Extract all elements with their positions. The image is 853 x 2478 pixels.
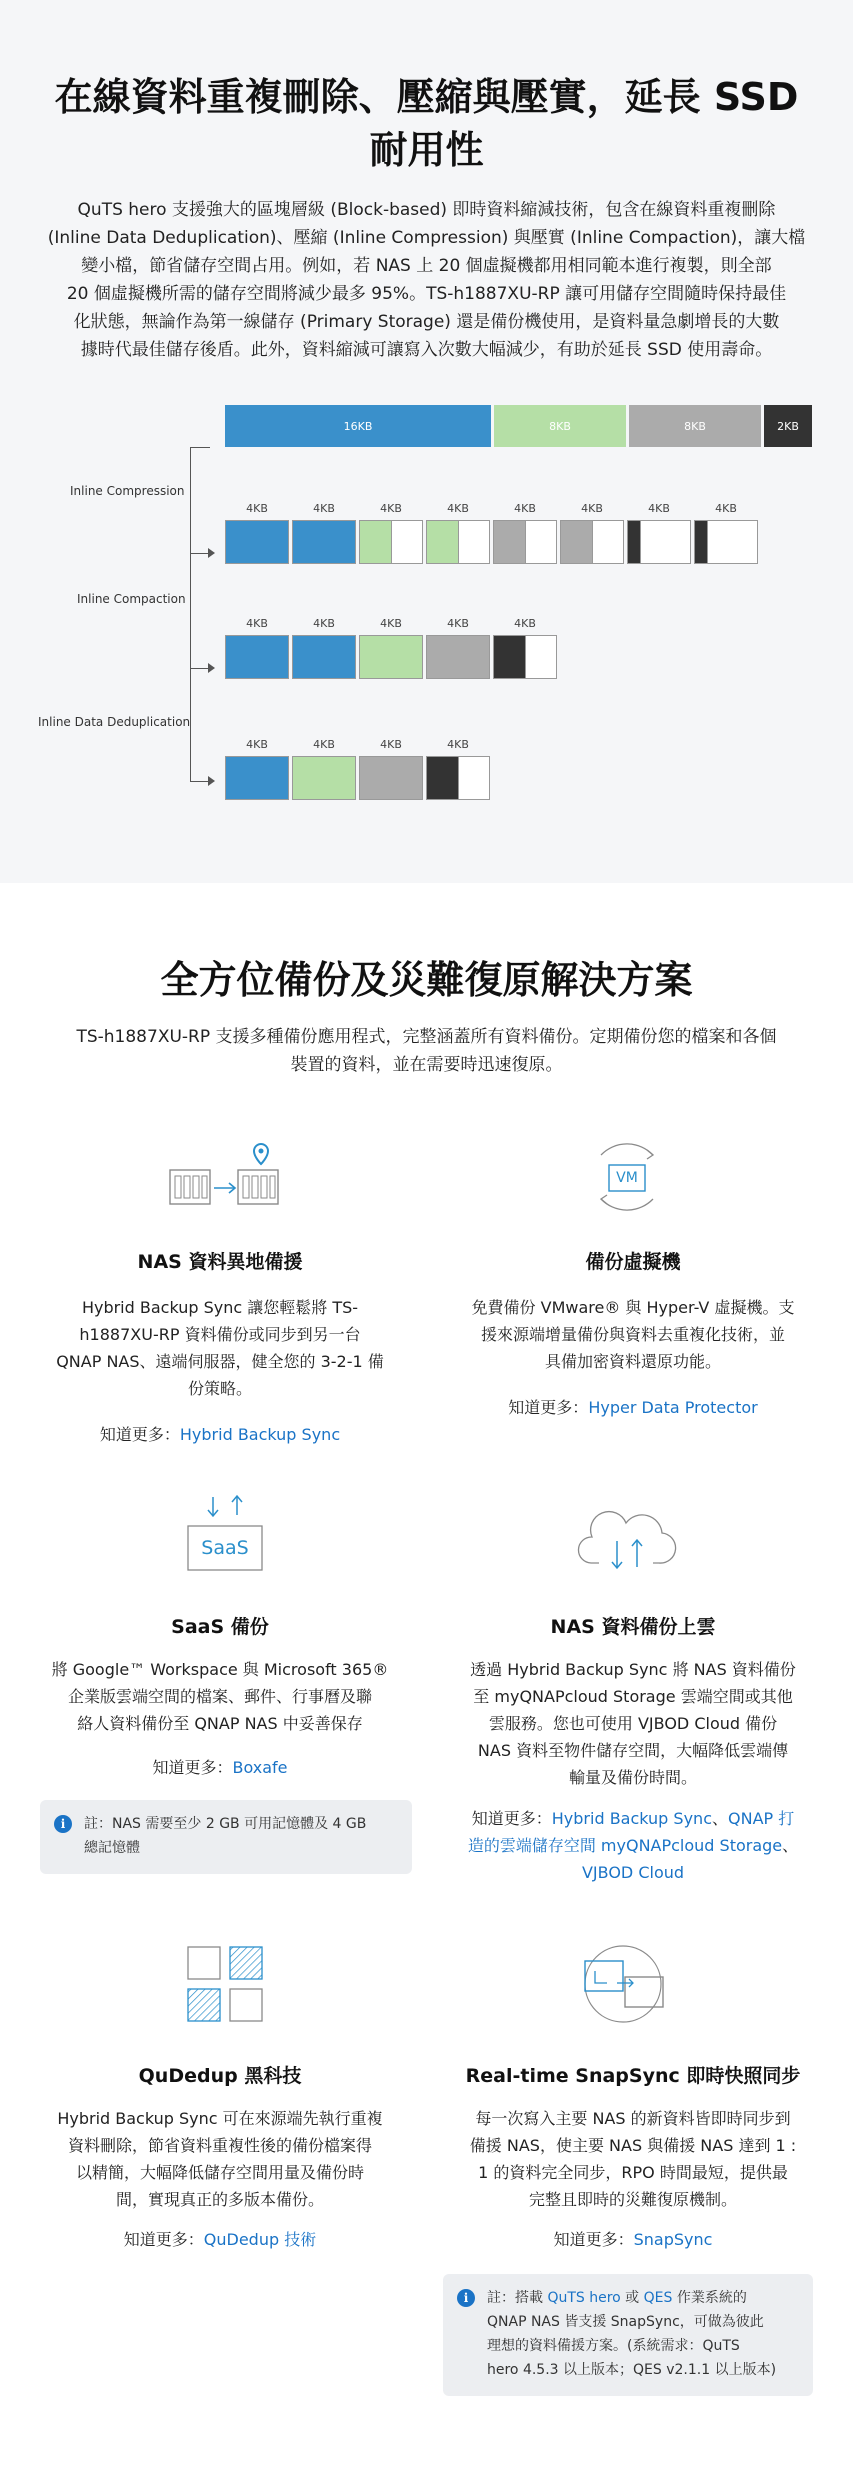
data-reduction-section [0, 0, 853, 883]
stage-label-compaction: Inline Compaction [77, 592, 186, 606]
data-block [560, 520, 624, 564]
backup-intro [30, 1023, 823, 1079]
paragraph-line: 變小檔，節省儲存空間占用。例如，若 NAS 上 20 個虛擬機都用相同範本進行複製，則全部 [81, 256, 772, 276]
stage-label-compression: Inline Compression [70, 484, 185, 498]
backup-section-title: 全方位備份及災難復原解決方案 [160, 958, 693, 1002]
saas-backup-icon [185, 1493, 265, 1587]
note-line: hero 4.5.3 以上版本；QES v2.1.1 以上版本) [487, 2362, 777, 2378]
cloud-backup-icon [577, 1485, 677, 1589]
separator: 、 [782, 1836, 799, 1855]
learn-more-remote [30, 1421, 410, 1448]
block-segment [525, 521, 556, 563]
block-size-label: 4KB [380, 738, 402, 751]
note-text: 作業系統的 [672, 2290, 747, 2306]
learn-more-label: 知道更多： [152, 1758, 233, 1777]
arrow-right-icon [208, 776, 215, 786]
block-segment [640, 521, 690, 563]
block-segment [360, 757, 422, 799]
card-text-line: 每一次寫入主要 NAS 的新資料皆即時同步到 [475, 2109, 791, 2128]
block-size-label: 4KB [514, 617, 536, 630]
data-block [359, 756, 423, 800]
block-segment [226, 757, 288, 799]
data-block [225, 520, 289, 564]
link-snapsync[interactable]: SnapSync [633, 2230, 713, 2249]
link-hybrid-backup-sync[interactable]: Hybrid Backup Sync [551, 1809, 712, 1828]
arrow-right-icon [208, 548, 215, 558]
note-line: QNAP NAS 皆支援 SnapSync，可做為彼此 [487, 2314, 764, 2330]
block-segment [458, 521, 489, 563]
data-block [292, 756, 356, 800]
link-vjbod-cloud[interactable]: VJBOD Cloud [581, 1863, 685, 1882]
backup-section [0, 883, 853, 2478]
card-title-snapsync: Real-time SnapSync 即時快照同步 [465, 2065, 801, 2087]
block-segment [293, 636, 355, 678]
link-quts-hero[interactable]: QuTS hero [547, 2290, 621, 2306]
block-size-label: 4KB [246, 617, 268, 630]
paragraph-line: QuTS hero 支援強大的區塊層級 (Block-based) 即時資料縮減技術，包含在線資料重複刪除 [77, 200, 776, 220]
card-title-saas-backup: SaaS 備份 [171, 1616, 269, 1638]
block-segment [494, 521, 525, 563]
block-size-label: 4KB [447, 617, 469, 630]
link-myqnapcloud-storage[interactable]: 造的雲端儲存空間 myQNAPcloud Storage [467, 1836, 783, 1855]
note-text: 註：搭載 [487, 2290, 548, 2306]
paragraph-line: 20 個虛擬機所需的儲存空間將減少最多 95%。TS-h1887XU-RP 讓可用儲存空間隨時保持最佳 [66, 284, 787, 304]
block-size-label: 4KB [313, 617, 335, 630]
block-size-label: 4KB [648, 502, 670, 515]
card-title-vm-backup: 備份虛擬機 [585, 1251, 681, 1273]
link-myqnapcloud-storage[interactable]: QNAP 打 [728, 1809, 795, 1828]
block-segment [226, 636, 288, 678]
card-text-snapsync [443, 2105, 823, 2213]
data-block [359, 635, 423, 679]
card-text-line: 雲服務。您也可使用 VJBOD Cloud 備份 [488, 1714, 778, 1733]
card-text-line: 備援 NAS，使主要 NAS 與備援 NAS 達到 1 : [469, 2136, 797, 2155]
card-text-cloud-backup [443, 1656, 823, 1791]
learn-more-label: 知道更多： [99, 1425, 180, 1444]
arrow-right-icon [208, 663, 215, 673]
block-size-label: 4KB [447, 502, 469, 515]
card-text-line: 以精簡，大幅降低儲存空間用量及備份時 [75, 2163, 364, 2182]
block-segment [427, 757, 458, 799]
card-text-line: 絡人資料備份至 QNAP NAS 中妥善保存 [77, 1714, 363, 1733]
paragraph-line: 據時代最佳儲存後盾。此外，資料縮減可讓寫入次數大幅減少，有助於延長 SSD 使用壽命。 [80, 340, 773, 360]
learn-more-saas [30, 1754, 410, 1781]
paragraph-line: (Inline Data Deduplication)、壓縮 (Inline Compression) 與壓實 (Inline Compaction)，讓大檔 [47, 228, 806, 248]
card-text-vm-backup [443, 1294, 823, 1375]
card-text-line: QNAP NAS、遠端伺服器，健全您的 3-2-1 備 [56, 1352, 384, 1371]
diagram-connector [190, 668, 210, 669]
card-title-remote-backup: NAS 資料異地備援 [137, 1251, 303, 1273]
data-block [426, 756, 490, 800]
vm-backup-icon [583, 1133, 671, 1225]
separator: 、 [711, 1809, 728, 1828]
block-size-label: 4KB [313, 738, 335, 751]
saas-note [40, 1800, 412, 1874]
top-block-8kb-b: 8KB [629, 405, 761, 447]
card-text-line: Hybrid Backup Sync 可在來源端先執行重複 [57, 2109, 383, 2128]
block-size-label: 4KB [246, 738, 268, 751]
section-paragraph [30, 196, 823, 364]
diagram-connector [190, 781, 210, 782]
block-size-label: 4KB [380, 617, 402, 630]
saas-icon-label: SaaS [201, 1537, 249, 1559]
top-block-8kb-a: 8KB [494, 405, 626, 447]
data-block [359, 520, 423, 564]
data-block [225, 635, 289, 679]
learn-more-qudedup [30, 2226, 410, 2253]
data-block [493, 635, 557, 679]
note-line: 註：NAS 需要至少 2 GB 可用記憶體及 4 GB [84, 1816, 367, 1832]
learn-more-label: 知道更多： [123, 2230, 204, 2249]
learn-more-snapsync [443, 2226, 823, 2253]
card-text-line: 將 Google™ Workspace 與 Microsoft 365® [51, 1660, 389, 1679]
card-text-saas-backup [30, 1656, 410, 1737]
block-segment [592, 521, 623, 563]
snapsync-note [443, 2274, 813, 2396]
block-segment [226, 521, 288, 563]
block-segment [360, 636, 422, 678]
intro-line: 裝置的資料，並在需要時迅速復原。 [290, 1055, 563, 1075]
section-title-line2: 耐用性 [369, 128, 484, 172]
section-title-line1: 在線資料重複刪除、壓縮與壓實，延長 SSD [54, 75, 799, 119]
card-text-line: 援來源端增量備份與資料去重複化技術，並 [480, 1325, 785, 1344]
snapsync-icon [573, 1941, 673, 2031]
data-block [426, 635, 490, 679]
link-qudedup[interactable]: QuDedup 技術 [203, 2230, 317, 2249]
learn-more-label: 知道更多： [471, 1809, 552, 1828]
learn-more-label: 知道更多： [553, 2230, 634, 2249]
data-block [426, 520, 490, 564]
note-line: 總記憶體 [84, 1840, 140, 1856]
block-segment [707, 521, 757, 563]
link-qes[interactable]: QES [643, 2290, 673, 2306]
card-text-qudedup [30, 2105, 410, 2213]
qudedup-icon [182, 1941, 268, 2031]
info-icon: i [54, 1815, 72, 1833]
block-segment [695, 521, 707, 563]
diagram-connector [190, 447, 191, 782]
diagram-connector [190, 553, 210, 554]
card-text-line: 具備加密資料還原功能。 [544, 1352, 721, 1371]
card-title-qudedup: QuDedup 黑科技 [138, 2065, 302, 2087]
top-block-2kb: 2KB [764, 405, 812, 447]
card-text-remote-backup [30, 1294, 410, 1402]
link-hyper-data-protector[interactable]: Hyper Data Protector [588, 1398, 758, 1417]
card-text-line: h1887XU-RP 資料備份或同步到另一台 [79, 1325, 361, 1344]
card-text-line: 1 的資料完全同步，RPO 時間最短，提供最 [478, 2163, 788, 2182]
block-size-label: 4KB [380, 502, 402, 515]
block-size-label: 4KB [715, 502, 737, 515]
data-block [292, 520, 356, 564]
top-block-16kb: 16KB [225, 405, 491, 447]
block-size-label: 4KB [514, 502, 536, 515]
card-text-line: 間，實現真正的多版本備份。 [115, 2190, 324, 2209]
block-segment [293, 521, 355, 563]
card-text-line: 免費備份 VMware® 與 Hyper-V 虛擬機。支 [471, 1298, 795, 1317]
intro-line: TS-h1887XU-RP 支援多種備份應用程式，完整涵蓋所有資料備份。定期備份您的檔案和各個 [76, 1027, 777, 1047]
card-title-cloud-backup: NAS 資料備份上雲 [550, 1616, 716, 1638]
diagram-connector [190, 447, 210, 448]
block-size-label: 4KB [313, 502, 335, 515]
paragraph-line: 化狀態，無論作為第一線儲存 (Primary Storage) 還是備份機使用，是資料量急劇增長的大數 [73, 312, 780, 332]
block-segment [391, 521, 422, 563]
block-segment [561, 521, 592, 563]
learn-more-label: 知道更多： [508, 1398, 589, 1417]
data-block [292, 635, 356, 679]
data-block [627, 520, 691, 564]
learn-more-vm [443, 1394, 823, 1421]
card-text-line: 透過 Hybrid Backup Sync 將 NAS 資料備份 [470, 1660, 796, 1679]
block-size-label: 4KB [581, 502, 603, 515]
card-text-line: 份策略。 [187, 1379, 252, 1398]
link-boxafe[interactable]: Boxafe [232, 1758, 288, 1777]
vm-icon-label: VM [616, 1170, 638, 1186]
nas-to-nas-icon [166, 1140, 286, 1224]
stage-label-deduplication: Inline Data Deduplication [38, 715, 191, 729]
card-text-line: 企業版雲端空間的檔案、郵件、行事曆及聯 [67, 1687, 372, 1706]
card-text-line: NAS 資料至物件儲存空間，大幅降低雲端傳 [477, 1741, 789, 1760]
link-hybrid-backup-sync[interactable]: Hybrid Backup Sync [179, 1425, 341, 1444]
block-segment [494, 636, 525, 678]
data-block [493, 520, 557, 564]
block-segment [360, 521, 391, 563]
block-segment [628, 521, 640, 563]
card-text-line: 輸量及備份時間。 [568, 1768, 697, 1787]
block-size-label: 4KB [246, 502, 268, 515]
learn-more-cloud [443, 1805, 823, 1886]
block-segment [427, 636, 489, 678]
data-block [225, 756, 289, 800]
card-text-line: 至 myQNAPcloud Storage 雲端空間或其他 [473, 1687, 793, 1706]
note-line: 理想的資料備援方案。(系統需求：QuTS [487, 2338, 740, 2354]
card-text-line: 完整且即時的災難復原機制。 [528, 2190, 737, 2209]
block-size-label: 4KB [447, 738, 469, 751]
block-segment [427, 521, 458, 563]
block-segment [458, 757, 489, 799]
card-text-line: 資料刪除，節省資料重複性後的備份檔案得 [67, 2136, 372, 2155]
block-segment [525, 636, 556, 678]
info-icon: i [457, 2289, 475, 2307]
note-text: 或 [620, 2290, 644, 2306]
data-block [694, 520, 758, 564]
block-segment [293, 757, 355, 799]
card-text-line: Hybrid Backup Sync 讓您輕鬆將 TS- [81, 1298, 359, 1317]
